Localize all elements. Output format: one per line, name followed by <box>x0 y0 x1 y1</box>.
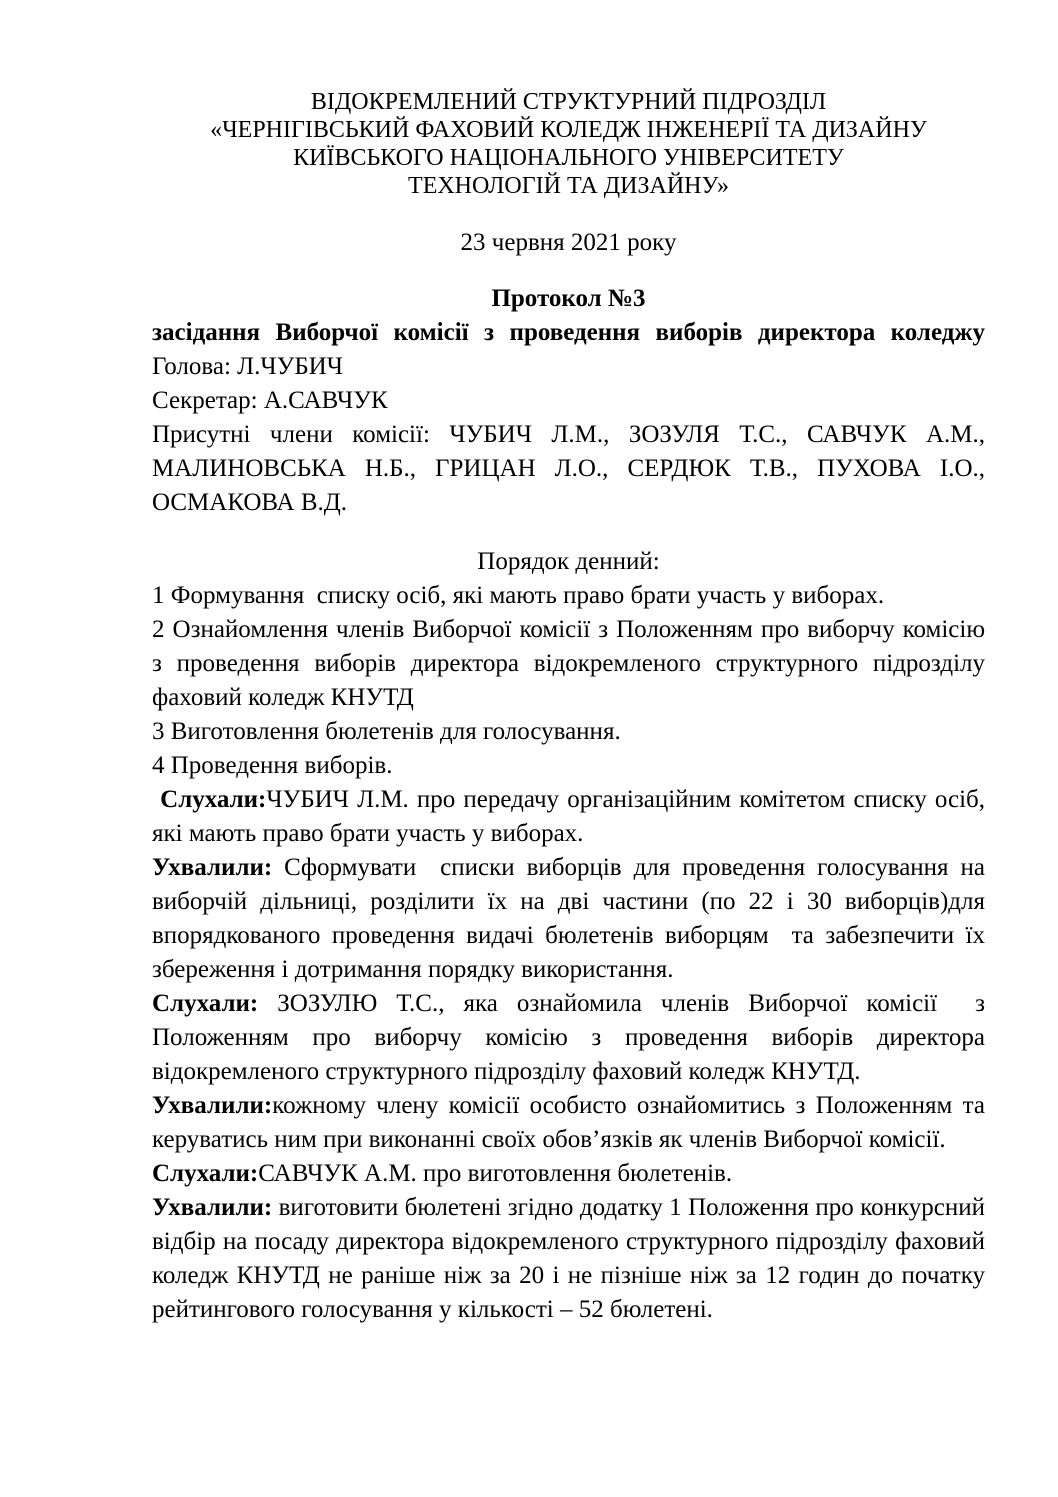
secretary-line: Секретар: А.САВЧУК <box>152 387 388 414</box>
agenda-item: 4 Проведення виборів. <box>152 752 393 779</box>
document-date: 23 червня 2021 року <box>460 229 677 256</box>
resolved-paragraph <box>152 1089 992 1157</box>
resolved-paragraph <box>152 1191 992 1327</box>
resolved-label: Ухвалили: <box>152 1092 273 1119</box>
resolved-text: виготовити бюлетені згідно додатку 1 Положення про конкурсний відбір на посаду директора відокремленого структурного підрозділу фаховий коледж КНУТД не раніше ніж за 20 і не пізніше ніж за 12 годин до початку рейтингового голосування у кількості – 52 бюлетені. <box>152 1194 992 1323</box>
heard-label: Слухали: <box>152 1160 259 1187</box>
heard-paragraph <box>152 987 992 1089</box>
agenda-item: 2 Ознайомлення членів Виборчої комісії з Положенням про виборчу комісію з проведення виборів директора відокремленого структурного підрозділу фаховий коледж КНУТД <box>152 616 992 711</box>
heard-label: Слухали: <box>152 990 259 1017</box>
resolved-text: Сформувати списки виборців для проведення голосування на виборчій дільниці, розділити їх на дві частини (по 22 і 30 виборців)для впорядкованого проведення видачі бюлетенів виборцям та забезпечити їх збереження і дотримання порядку використання. <box>152 854 992 983</box>
resolved-label: Ухвалили: <box>152 1194 273 1221</box>
org-header-line: «ЧЕРНІГІВСЬКИЙ ФАХОВИЙ КОЛЕДЖ ІНЖЕНЕРІЇ ТА ДИЗАЙНУ <box>210 117 927 143</box>
heard-text: ЧУБИЧ Л.М. про передачу організаційним комітетом списку осіб, які мають право брати участь у виборах. <box>152 786 992 847</box>
resolved-text: кожному члену комісії особисто ознайомитись з Положенням та керуватись ним при виконанні своїх обов’язків як членів Виборчої комісії. <box>152 1092 992 1153</box>
heard-text: САВЧУК А.М. про виготовлення бюлетенів. <box>258 1160 733 1187</box>
chairman-line: Голова: Л.ЧУБИЧ <box>152 353 343 380</box>
protocol-title: Протокол №3 <box>491 285 646 312</box>
heard-paragraph <box>152 783 992 851</box>
protocol-subtitle: засідання Виборчої комісії з проведення виборів директора коледжу <box>152 319 985 346</box>
agenda-item: 3 Виготовлення бюлетенів для голосування. <box>152 718 621 745</box>
org-header-line: ВІДОКРЕМЛЕНИЙ СТРУКТУРНИЙ ПІДРОЗДІЛ <box>310 89 827 115</box>
heard-text: ЗОЗУЛЮ Т.С., яка ознайомила членів Виборчої комісії з Положенням про виборчу комісію з проведення виборів директора відокремленого структурного підрозділу фаховий коледж КНУТД. <box>152 990 992 1085</box>
members-line: Присутні члени комісії: ЧУБИЧ Л.М., ЗОЗУЛЯ Т.С., САВЧУК А.М., МАЛИНОВСЬКА Н.Б., ГРИЦАН Л.О., СЕРДЮК Т.В., ПУХОВА І.О., ОСМАКОВА В.Д. <box>152 421 992 516</box>
agenda-item: 1 Формування списку осіб, які мають право брати участь у виборах. <box>152 582 885 609</box>
heard-paragraph <box>152 1157 985 1191</box>
resolved-label: Ухвалили: <box>152 854 273 881</box>
org-header-line: КИЇВСЬКОГО НАЦІОНАЛЬНОГО УНІВЕРСИТЕТУ <box>293 145 844 171</box>
heard-label: Слухали: <box>152 786 267 813</box>
agenda-title: Порядок денний: <box>477 548 660 575</box>
resolved-paragraph <box>152 851 992 987</box>
org-header-line: ТЕХНОЛОГІЙ ТА ДИЗАЙНУ» <box>408 173 729 199</box>
org-header <box>152 88 985 200</box>
